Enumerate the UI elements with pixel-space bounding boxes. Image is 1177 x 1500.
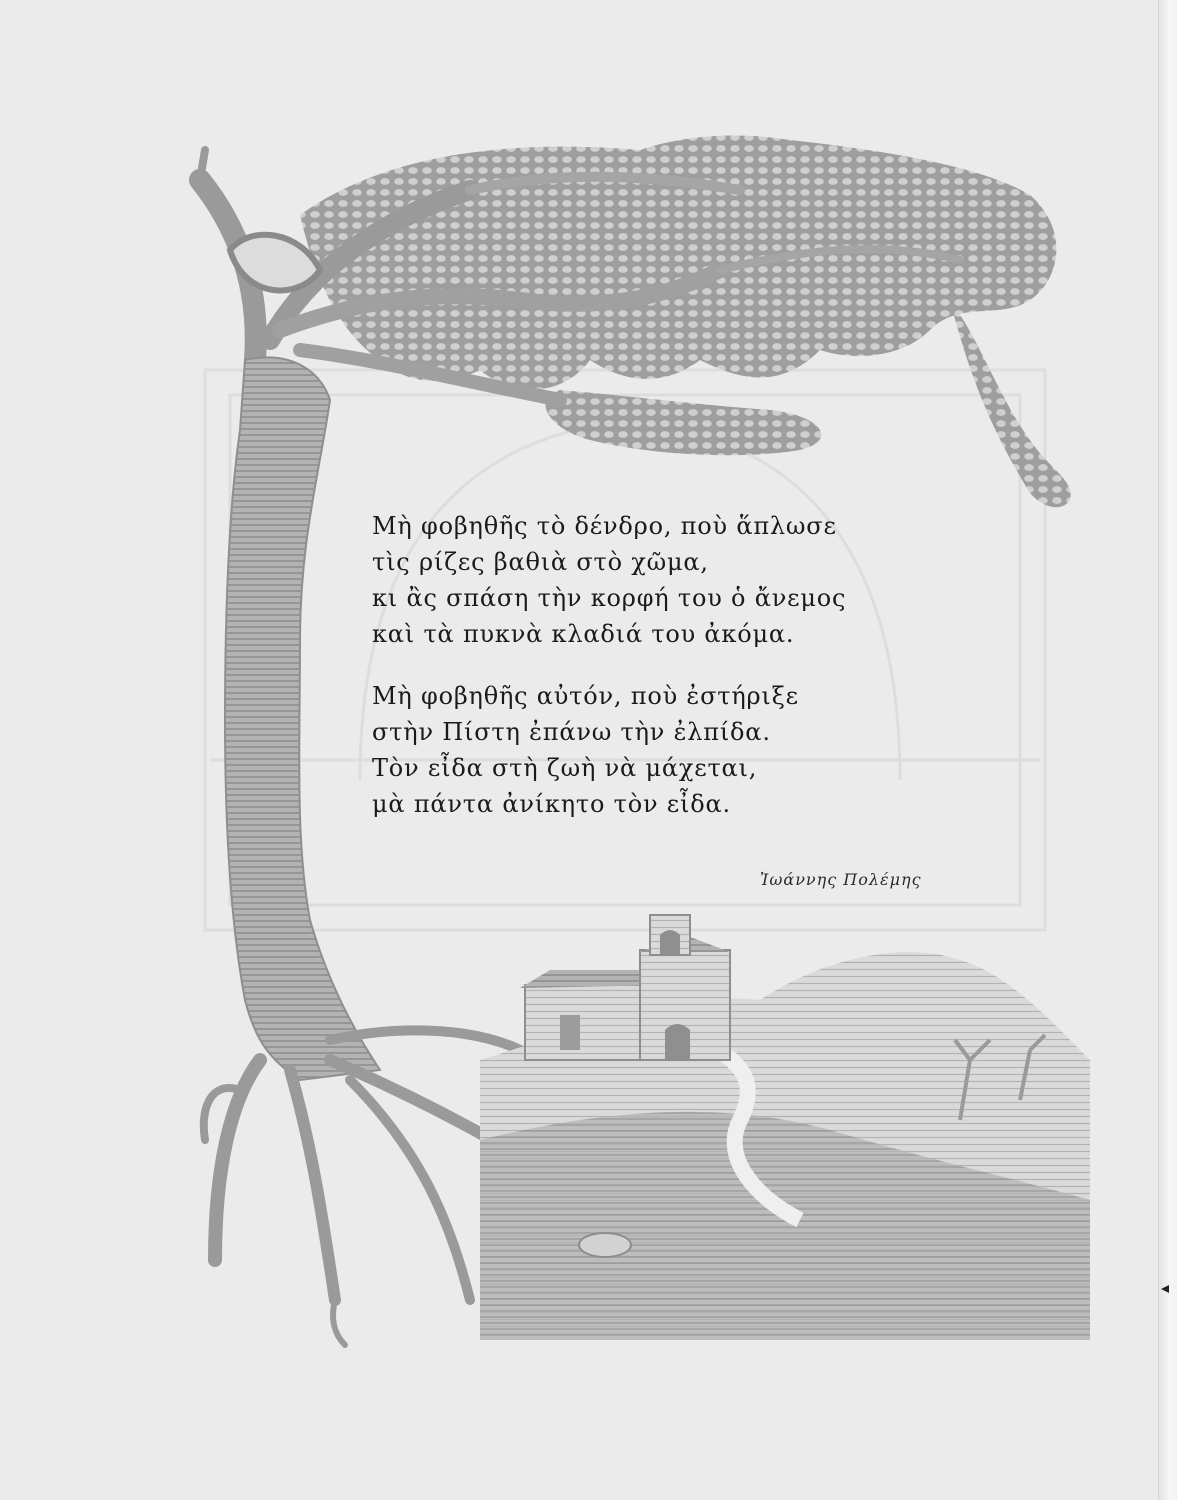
poem-line: καὶ τὰ πυκνὰ κλαδιά του ἀκόμα. (372, 620, 795, 648)
poem-line: στὴν Πίστη ἐπάνω τὴν ἐλπίδα. (372, 718, 771, 746)
chapel (520, 915, 730, 1060)
tree-trunk (225, 357, 380, 1080)
poem-line: κι ἂς σπάση τὴν κορφή του ὁ ἄνεμος (372, 584, 847, 612)
poem-stanza-1 (372, 508, 846, 652)
poem-line: τὶς ρίζες βαθιὰ στὸ χῶμα, (372, 548, 709, 576)
edge-marker-icon (1161, 1285, 1169, 1293)
page-edge (1158, 0, 1177, 1500)
poem-line: Τὸν εἶδα στὴ ζωὴ νὰ μάχεται, (372, 754, 758, 782)
poem-stanza-2 (372, 678, 846, 822)
poem-line: Μὴ φοβηθῆς τὸ δένδρο, ποὺ ἅπλωσε (372, 512, 837, 540)
poem-line: μὰ πάντα ἀνίκητο τὸν εἶδα. (372, 790, 731, 818)
poem-line: Μὴ φοβηθῆς αὐτόν, ποὺ ἐστήριξε (372, 682, 799, 710)
tree-foliage (300, 136, 1071, 508)
poem-author: Ἰωάννης Πολέμης (760, 870, 922, 889)
poem (372, 508, 846, 848)
